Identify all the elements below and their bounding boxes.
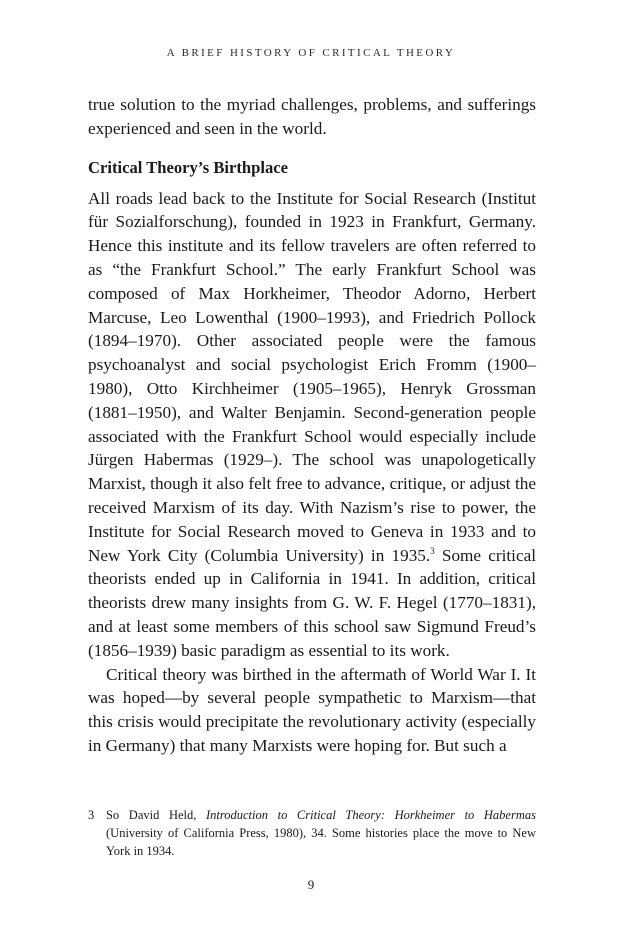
body-text (88, 93, 536, 758)
footnote-number: 3 (88, 808, 95, 822)
footnote-reference[interactable]: 3 (430, 545, 435, 556)
footnote-book-title: Introduction to Critical Theory: Horkheimer to Habermas (205, 808, 536, 822)
footnote-suffix: (University of California Press, 1980), 34. Some histories place the move to New York in 1934. (106, 826, 536, 858)
footnote-text (106, 806, 536, 860)
paragraph-text-after-note: Some critical theorists ended up in California in 1941. In addition, critical theorists drew many insights from G. W. F. Hegel (1770–1831), and at least some members of this school saw Sigmund Freud’s (1856–1939) basic paradigm as essential to its work. (88, 545, 536, 660)
page-number: 9 (307, 877, 315, 892)
footnote-prefix: So David Held, (106, 808, 206, 822)
paragraph-aftermath: Critical theory was birthed in the aftermath of World War I. It was hoped—by several people sympathetic to Marxism—that this crisis would precipitate the revolutionary activity (especially in Germany) that many Marxists were hoping for. But such a (88, 664, 536, 755)
running-head: A BRIEF HISTORY OF CRITICAL THEORY (166, 47, 456, 59)
paragraph-birthplace (88, 187, 536, 663)
footnote (88, 806, 536, 860)
paragraph-text-before-note: All roads lead back to the Institute for Social Research (Institut für Sozialforschung), founded in 1923 in Frankfurt, Germany. Hence this institute and its fellow travelers are often referred to as “the Frankfurt School.” The early Frankfurt School was composed of Max Horkheimer, Theodor Adorno, Herbert Marcuse, Leo Lowenthal (1900–1993), and Friedrich Pollock (1894–1970). Other associated people were the famous psychoanalyst and social psychologist Erich Fromm (1900–1980), Otto Kirchheimer (1905–1965), Henryk Grossman (1881–1950), and Walter Benjamin. Second-generation people associated with the Frankfurt School would especially include Jürgen Habermas (1929–). The school was unapologetically Marxist, though it also felt free to advance, critique, or adjust the received Marxism of its day. With Nazism’s rise to power, the Institute for Social Research moved to Geneva in 1933 and to New York City (Columbia University) in 1935. (88, 188, 536, 565)
section-heading: Critical Theory’s Birthplace (88, 157, 289, 177)
lead-paragraph: true solution to the myriad challenges, problems, and sufferings experienced and seen in the world. (88, 95, 536, 138)
